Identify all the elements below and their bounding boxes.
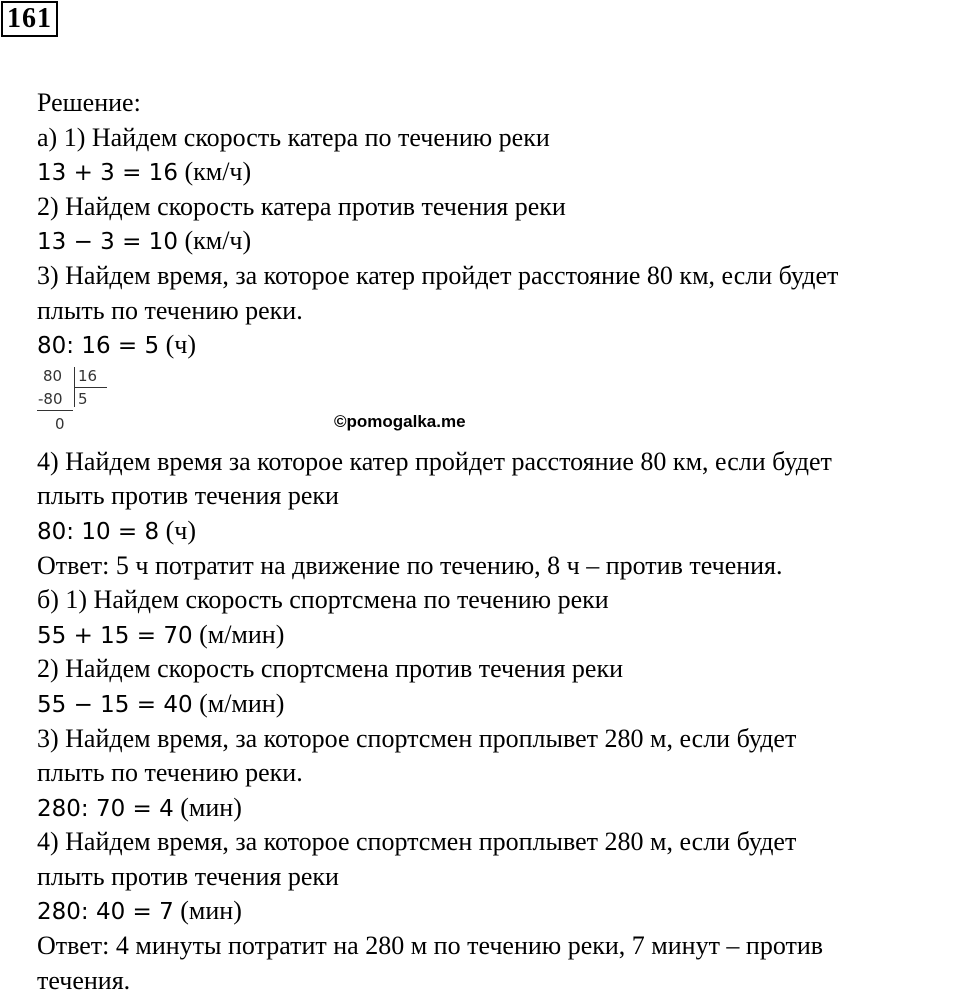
solution-line: плыть против течения реки <box>37 861 339 891</box>
solution-body <box>37 86 957 998</box>
solution-line: 3) Найдем время, за которое катер пройдет расстояние 80 км, если будет <box>37 260 839 290</box>
division-rule <box>75 387 107 388</box>
task-number: 161 <box>1 1 58 37</box>
math-expression: 80: 10 = 8 <box>37 518 160 545</box>
math-line <box>37 224 957 259</box>
math-expression: 13 − 3 = 10 <box>37 229 178 256</box>
solution-line: плыть по течению реки. <box>37 295 303 325</box>
division-rule <box>37 410 73 411</box>
long-division <box>37 363 957 445</box>
watermark: ©pomogalka.me <box>334 412 466 431</box>
solution-line: а) 1) Найдем скорость катера по течению реки <box>37 122 550 152</box>
solution-line: б) 1) Найдем скорость спортсмена по течению реки <box>37 585 609 615</box>
division-divisor: 16 <box>78 366 98 385</box>
division-subtrahend: -80 <box>38 389 63 408</box>
solution-line: 2) Найдем скорость катера против течения реки <box>37 191 566 221</box>
math-line <box>37 687 957 722</box>
math-unit: (ч) <box>165 515 197 545</box>
math-unit: (ч) <box>165 330 197 360</box>
math-unit: (м/мин) <box>199 619 285 649</box>
division-remainder: 0 <box>55 414 65 433</box>
math-line <box>37 155 957 190</box>
solution-line: плыть по течению реки. <box>37 758 303 788</box>
solution-line: 3) Найдем время, за которое спортсмен проплывет 280 м, если будет <box>37 723 797 753</box>
division-quotient: 5 <box>78 389 88 408</box>
math-line <box>37 791 957 826</box>
math-unit: (мин) <box>180 896 242 926</box>
math-expression: 280: 40 = 7 <box>37 899 174 926</box>
math-line <box>37 618 957 653</box>
solution-line: Ответ: 5 ч потратит на движение по течению, 8 ч – против течения. <box>37 550 783 580</box>
math-unit: (мин) <box>180 792 242 822</box>
math-unit: (км/ч) <box>184 157 252 187</box>
solution-line: плыть против течения реки <box>37 481 339 511</box>
solution-line: 2) Найдем скорость спортсмена против течения реки <box>37 654 624 684</box>
solution-line: течения. <box>37 965 131 995</box>
solution-line: 4) Найдем время, за которое спортсмен проплывет 280 м, если будет <box>37 827 797 857</box>
solution-line: Решение: <box>37 88 141 117</box>
math-line <box>37 328 957 363</box>
math-line <box>37 514 957 549</box>
math-expression: 80: 16 = 5 <box>37 333 160 360</box>
math-expression: 13 + 3 = 16 <box>37 160 178 187</box>
math-unit: (км/ч) <box>184 226 252 256</box>
math-unit: (м/мин) <box>199 688 285 718</box>
math-line <box>37 894 957 929</box>
division-dividend: 80 <box>43 366 63 385</box>
math-expression: 55 − 15 = 40 <box>37 691 193 718</box>
math-expression: 280: 70 = 4 <box>37 795 174 822</box>
solution-line: Ответ: 4 минуты потратит на 280 м по течению реки, 7 минут – против <box>37 931 824 961</box>
solution-line: 4) Найдем время за которое катер пройдет расстояние 80 км, если будет <box>37 446 832 476</box>
math-expression: 55 + 15 = 70 <box>37 622 193 649</box>
